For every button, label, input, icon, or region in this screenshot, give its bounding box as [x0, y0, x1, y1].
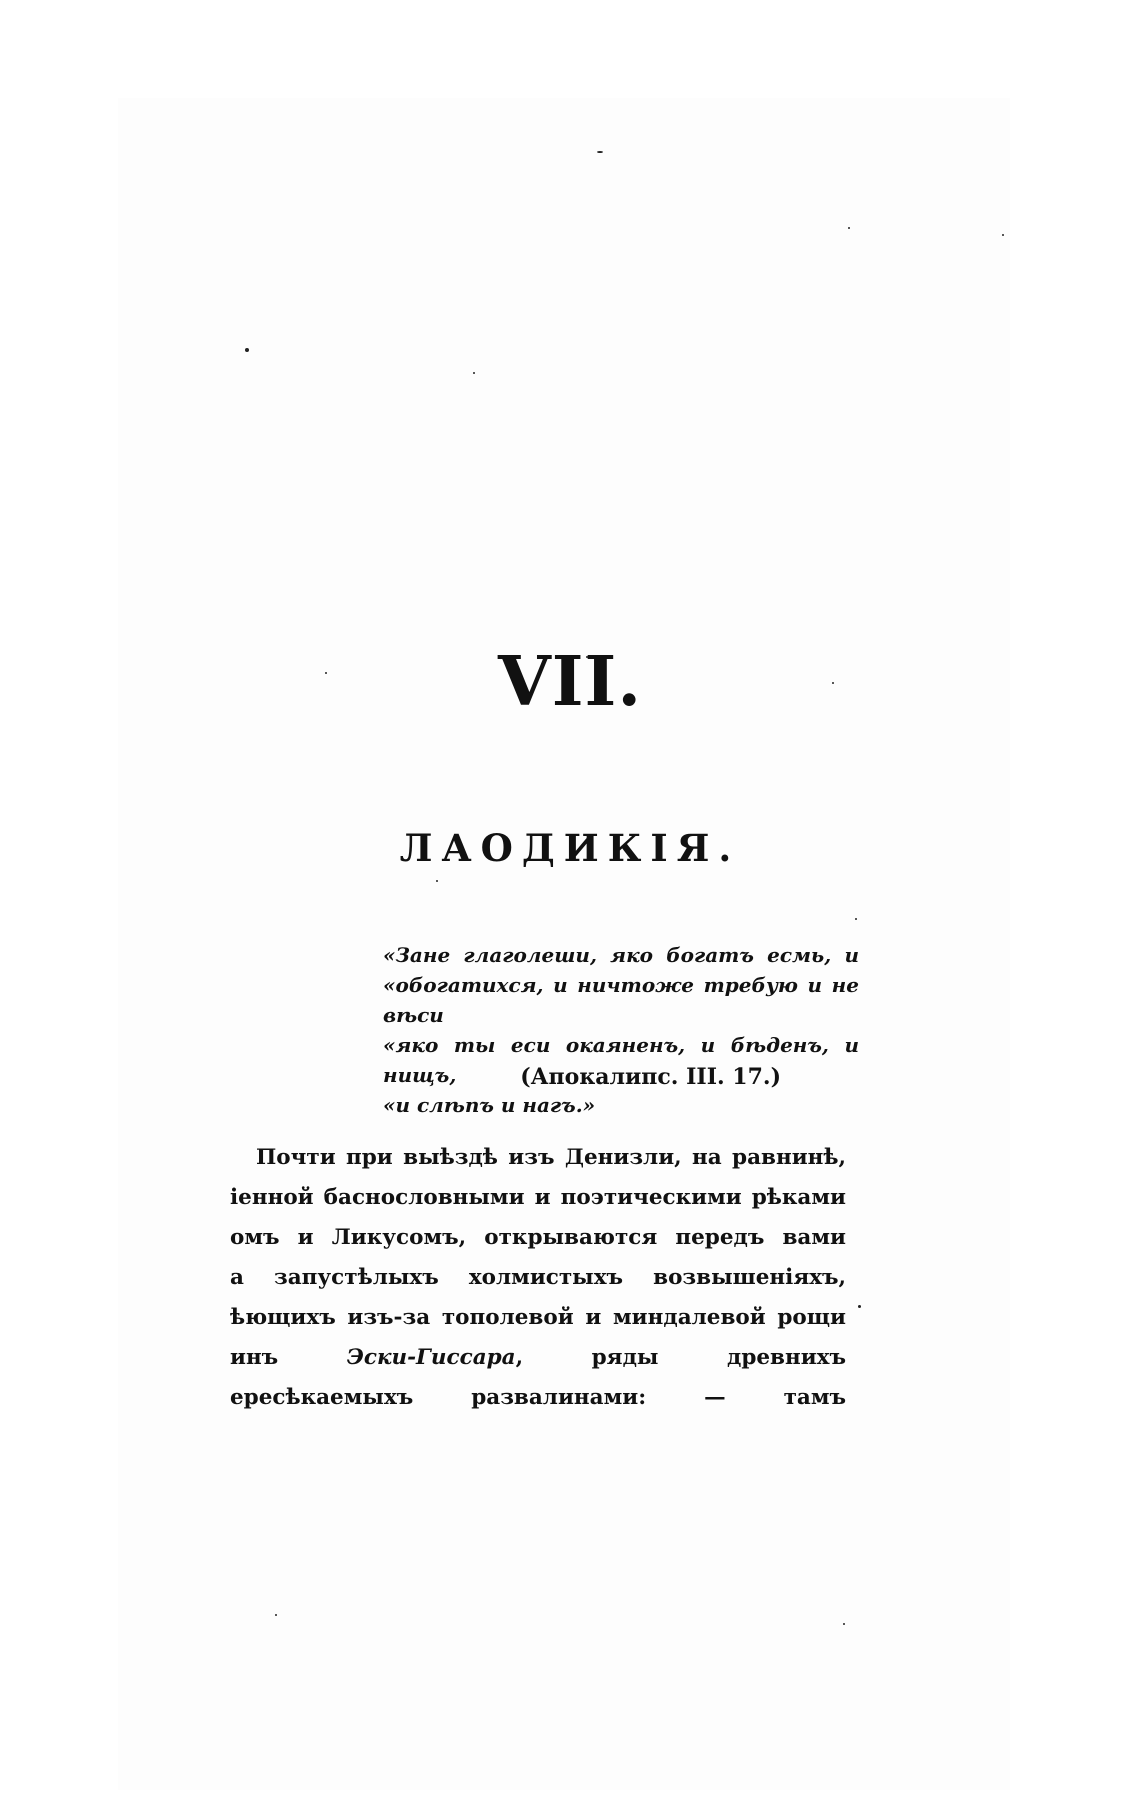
scan-speck	[858, 1305, 861, 1308]
body-line	[230, 1338, 846, 1378]
body-line: ересѣкаемыхъ развалинами: — тамъ	[230, 1385, 846, 1410]
body-line: іенной баснословными и поэтическими рѣками	[230, 1185, 846, 1210]
scan-speck	[245, 348, 249, 352]
scan-speck	[848, 227, 850, 229]
chapter-number: VII.	[497, 642, 643, 722]
scan-speck	[436, 880, 438, 882]
scan-speck	[855, 918, 857, 920]
epigraph-line: «обогатихся, и ничтоже требую и не вѣси	[383, 973, 859, 1027]
scan-speck	[843, 1623, 845, 1625]
epigraph-source: (Апокалипс. III. 17.)	[520, 1064, 781, 1090]
body-text-fragment: , ряды древнихъ	[515, 1345, 846, 1370]
scan-speck	[275, 1614, 277, 1616]
body-text-fragment: инъ	[230, 1345, 279, 1370]
epigraph-line: «Зане глаголеши, яко богатъ есмь, и	[383, 943, 859, 967]
body-line: ѣющихъ изъ-за тополевой и миндалевой рощи	[230, 1305, 846, 1330]
body-line: омъ и Ликусомъ, открываются передъ вами	[230, 1225, 846, 1250]
scan-speck	[473, 372, 475, 374]
place-name-italic: Эски-Гиссара	[346, 1345, 516, 1370]
chapter-title: ЛАОДИКІЯ.	[399, 826, 741, 870]
epigraph	[383, 940, 859, 1120]
epigraph-line: «и слѣпъ и нагъ.»	[383, 1093, 596, 1117]
scan-speck	[1002, 234, 1004, 236]
epigraph-line: «яко ты еси окаяненъ, и бѣденъ, и нищъ,	[383, 1033, 859, 1087]
body-paragraph	[230, 1138, 846, 1418]
body-line: Почти при выѣздѣ изъ Денизли, на равнинѣ,	[256, 1145, 846, 1170]
body-line: а запустѣлыхъ холмистыхъ возвышеніяхъ,	[230, 1265, 846, 1290]
scan-speck	[597, 151, 603, 153]
